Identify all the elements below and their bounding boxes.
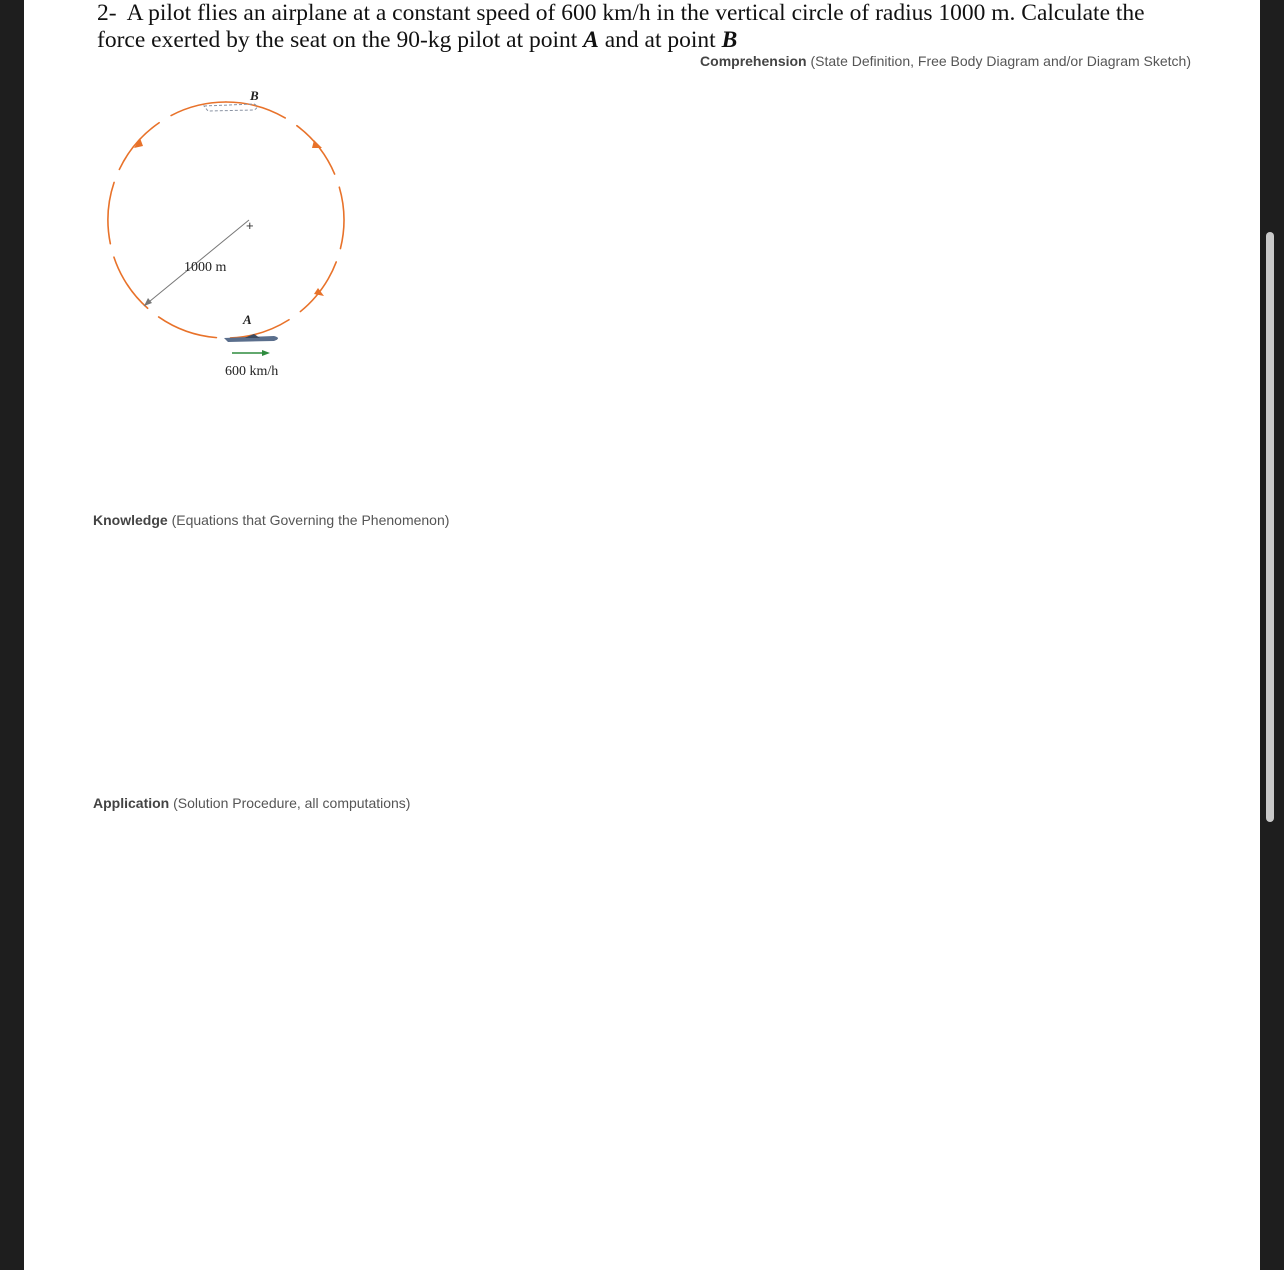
knowledge-heading — [93, 512, 449, 528]
problem-text-line-2-mid: and at point — [598, 27, 722, 53]
radius-label: 1000 m — [184, 260, 227, 275]
plane-at-a — [224, 334, 278, 342]
center-mark: + — [246, 218, 254, 233]
application-heading — [93, 795, 410, 811]
comprehension-title: Comprehension — [700, 53, 807, 69]
application-subtitle: (Solution Procedure, all computations) — [173, 795, 411, 811]
problem-text-line-1: A pilot flies an airplane at a constant speed of 600 km/h in the vertical circle of radius 1000 m. Calculate the — [126, 0, 1145, 26]
problem-text-line-2: force exerted by the seat on the 90-kg pilot at point — [97, 27, 584, 53]
flight-path-arrows — [134, 138, 324, 296]
document-page — [24, 0, 1260, 1270]
label-a: A — [243, 312, 252, 327]
problem-number: 2- — [97, 0, 117, 26]
point-a-ref: A — [583, 27, 599, 53]
plane-at-b — [204, 104, 257, 111]
velocity-arrowhead — [262, 350, 270, 356]
plane-b-outline — [204, 104, 257, 111]
comprehension-heading — [700, 53, 1191, 69]
flight-path — [108, 102, 344, 338]
knowledge-subtitle: (Equations that Governing the Phenomenon) — [171, 512, 450, 528]
problem-line-2 — [97, 27, 1217, 54]
comprehension-subtitle: (State Definition, Free Body Diagram and/or Diagram Sketch) — [810, 53, 1191, 69]
vertical-circle-diagram — [104, 80, 394, 390]
label-b: B — [250, 88, 259, 103]
radius-arrowhead — [144, 298, 152, 306]
knowledge-title: Knowledge — [93, 512, 168, 528]
problem-statement — [97, 0, 1217, 54]
point-b-ref: B — [721, 27, 738, 53]
application-title: Application — [93, 795, 170, 811]
scrollbar-thumb[interactable] — [1266, 232, 1274, 822]
problem-line-1 — [97, 0, 1217, 27]
flight-path-arc — [108, 102, 344, 338]
speed-label: 600 km/h — [225, 364, 279, 379]
